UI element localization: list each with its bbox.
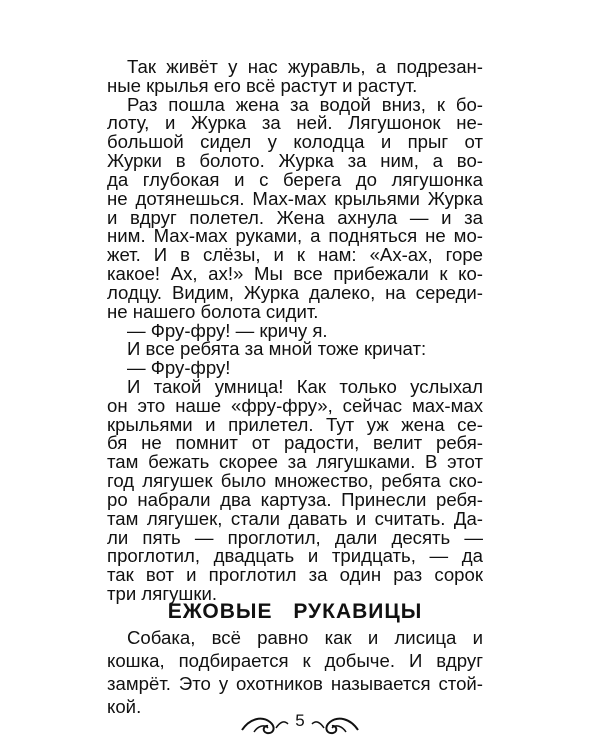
paragraph-line: Собака, всё равно как и лисица и	[127, 627, 483, 648]
dialogue-line: — Фру-фру! — кричу я.	[127, 320, 328, 341]
chapter-heading: ЕЖОВЫЕ РУКАВИЦЫ	[167, 600, 423, 623]
paragraph-line: год лягушек было множество, ребята ско-	[107, 470, 483, 491]
paragraph-line: не нашего болота сидит.	[107, 301, 319, 322]
paragraph-line: и вдруг полетел. Жена ахнула — и за	[107, 207, 483, 228]
page-number: 5	[295, 711, 305, 730]
paragraph-line: он это наше «фру-фру», сейчас мах-мах	[107, 395, 483, 416]
paragraph-line: лоту, и Журка за ней. Лягушонок не-	[107, 112, 483, 133]
paragraph-line: лодцу. Видим, Журка далеко, на середи-	[107, 282, 483, 303]
dialogue-line: — Фру-фру!	[127, 357, 231, 378]
paragraph-line: ные крылья его всё растут и растут.	[107, 75, 418, 96]
paragraph-line: большой сидел у колодца и прыг от	[107, 131, 483, 152]
paragraph-line: замрёт. Это у охотников называется стой-	[107, 673, 483, 694]
paragraph-line: да глубокая и с берега до лягушонка	[107, 169, 483, 190]
paragraph-line: ро набрали два картуза. Принесли ребя-	[107, 489, 483, 510]
paragraph-line: ли пять — проглотил, дали десять —	[107, 527, 483, 548]
paragraph-line: Так живёт у нас журавль, а подрезан-	[127, 56, 483, 77]
paragraph-line: жет. И в слёзы, и к нам: «Ах-ах, горе	[107, 244, 483, 265]
paragraph-line: И такой умница! Как только услыхал	[127, 376, 483, 397]
paragraph-line: так вот и проглотил за один раз сорок	[107, 564, 483, 585]
paragraph-line: крыльями и прилетел. Тут уж жена се-	[107, 414, 483, 435]
paragraph-line: ним. Мах-мах руками, а подняться не мо-	[107, 225, 483, 246]
paragraph-line: кой.	[107, 696, 142, 717]
paragraph-line: проглотил, двадцать и тридцать, — да	[107, 545, 483, 566]
paragraph-line: Журки в болото. Журка за ним, а во-	[107, 150, 483, 171]
paragraph-line: И все ребята за мной тоже кричат:	[127, 338, 427, 359]
paragraph-line: Раз пошла жена за водой вниз, к бо-	[127, 94, 483, 115]
paragraph-line: там бежать скорее за лягушками. В этот	[107, 451, 483, 472]
paragraph-line: какое! Ах, ах!» Мы все прибежали к ко-	[107, 263, 483, 284]
paragraph-line: кошка, подбирается к добыче. И вдруг	[107, 650, 483, 671]
paragraph-line: бя не помнит от радости, велит ребя-	[107, 432, 483, 453]
paragraph-line: не дотянешься. Мах-мах крыльями Журка	[107, 188, 483, 209]
paragraph-line: там лягушек, стали давать и считать. Да-	[107, 508, 483, 529]
paragraph-line: три лягушки.	[107, 583, 218, 604]
